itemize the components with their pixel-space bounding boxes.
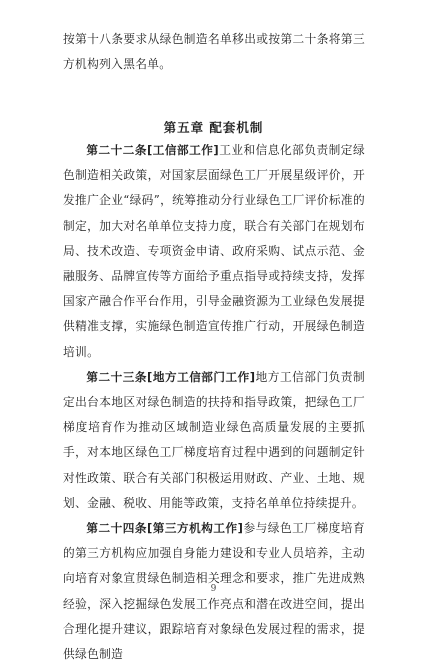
lead-paragraph: 按第十八条要求从绿色制造名单移出或按第二十条将第三方机构列入黑名单。 [63, 32, 365, 72]
article-24-title: 第二十四条[第三方机构工作] [86, 521, 244, 536]
article-23-title: 第二十三条[地方工信部门工作] [86, 369, 256, 384]
article-24-body: 参与绿色工厂梯度培育的第三方机构应加强自身能力建设和专业人员培养，主动向培育对象宣贯绿色制造相关理念和要求，推广先进成熟经验，深入挖掘绿色发展工作亮点和潜在改进空间，提出合理化提升建议，跟踪培育对象绿色发展过程的需求，提供绿色制造 [63, 521, 365, 662]
article-22-body: 工业和信息化部负责制定绿色制造相关政策，对国家层面绿色工厂开展星级评价，开发推广企业“绿码”，统筹推动分行业绿色工厂评价标准的制定，加大对名单单位支持力度，联合有关部门在规划布局、技术改造、专项资金申请、政府采购、试点示范、金融服务、品牌宣传等方面给予重点指导或持续支持，发挥国家产融合作平台作用，引导金融资源为工业绿色发展提供精准支撑，实施绿色制造宣传推广行动，开展绿色制造培训。 [63, 143, 365, 359]
chapter-heading: 第五章 配套机制 [163, 120, 264, 135]
article-23 [63, 365, 365, 516]
page-number: 9 [210, 584, 217, 594]
article-23-body: 地方工信部门负责制定出台本地区对绿色制造的扶持和指导政策，把绿色工厂梯度培育作为推动区域制造业绿色高质量发展的主要抓手，对本地区绿色工厂梯度培育过程中遇到的问题制定针对性政策、联合有关部门积极运用财政、产业、土地、规划、金融、税收、用能等政策，支持名单单位持续提升。 [63, 369, 365, 510]
article-22 [63, 138, 365, 365]
article-22-title: 第二十二条[工信部工作] [86, 143, 220, 157]
